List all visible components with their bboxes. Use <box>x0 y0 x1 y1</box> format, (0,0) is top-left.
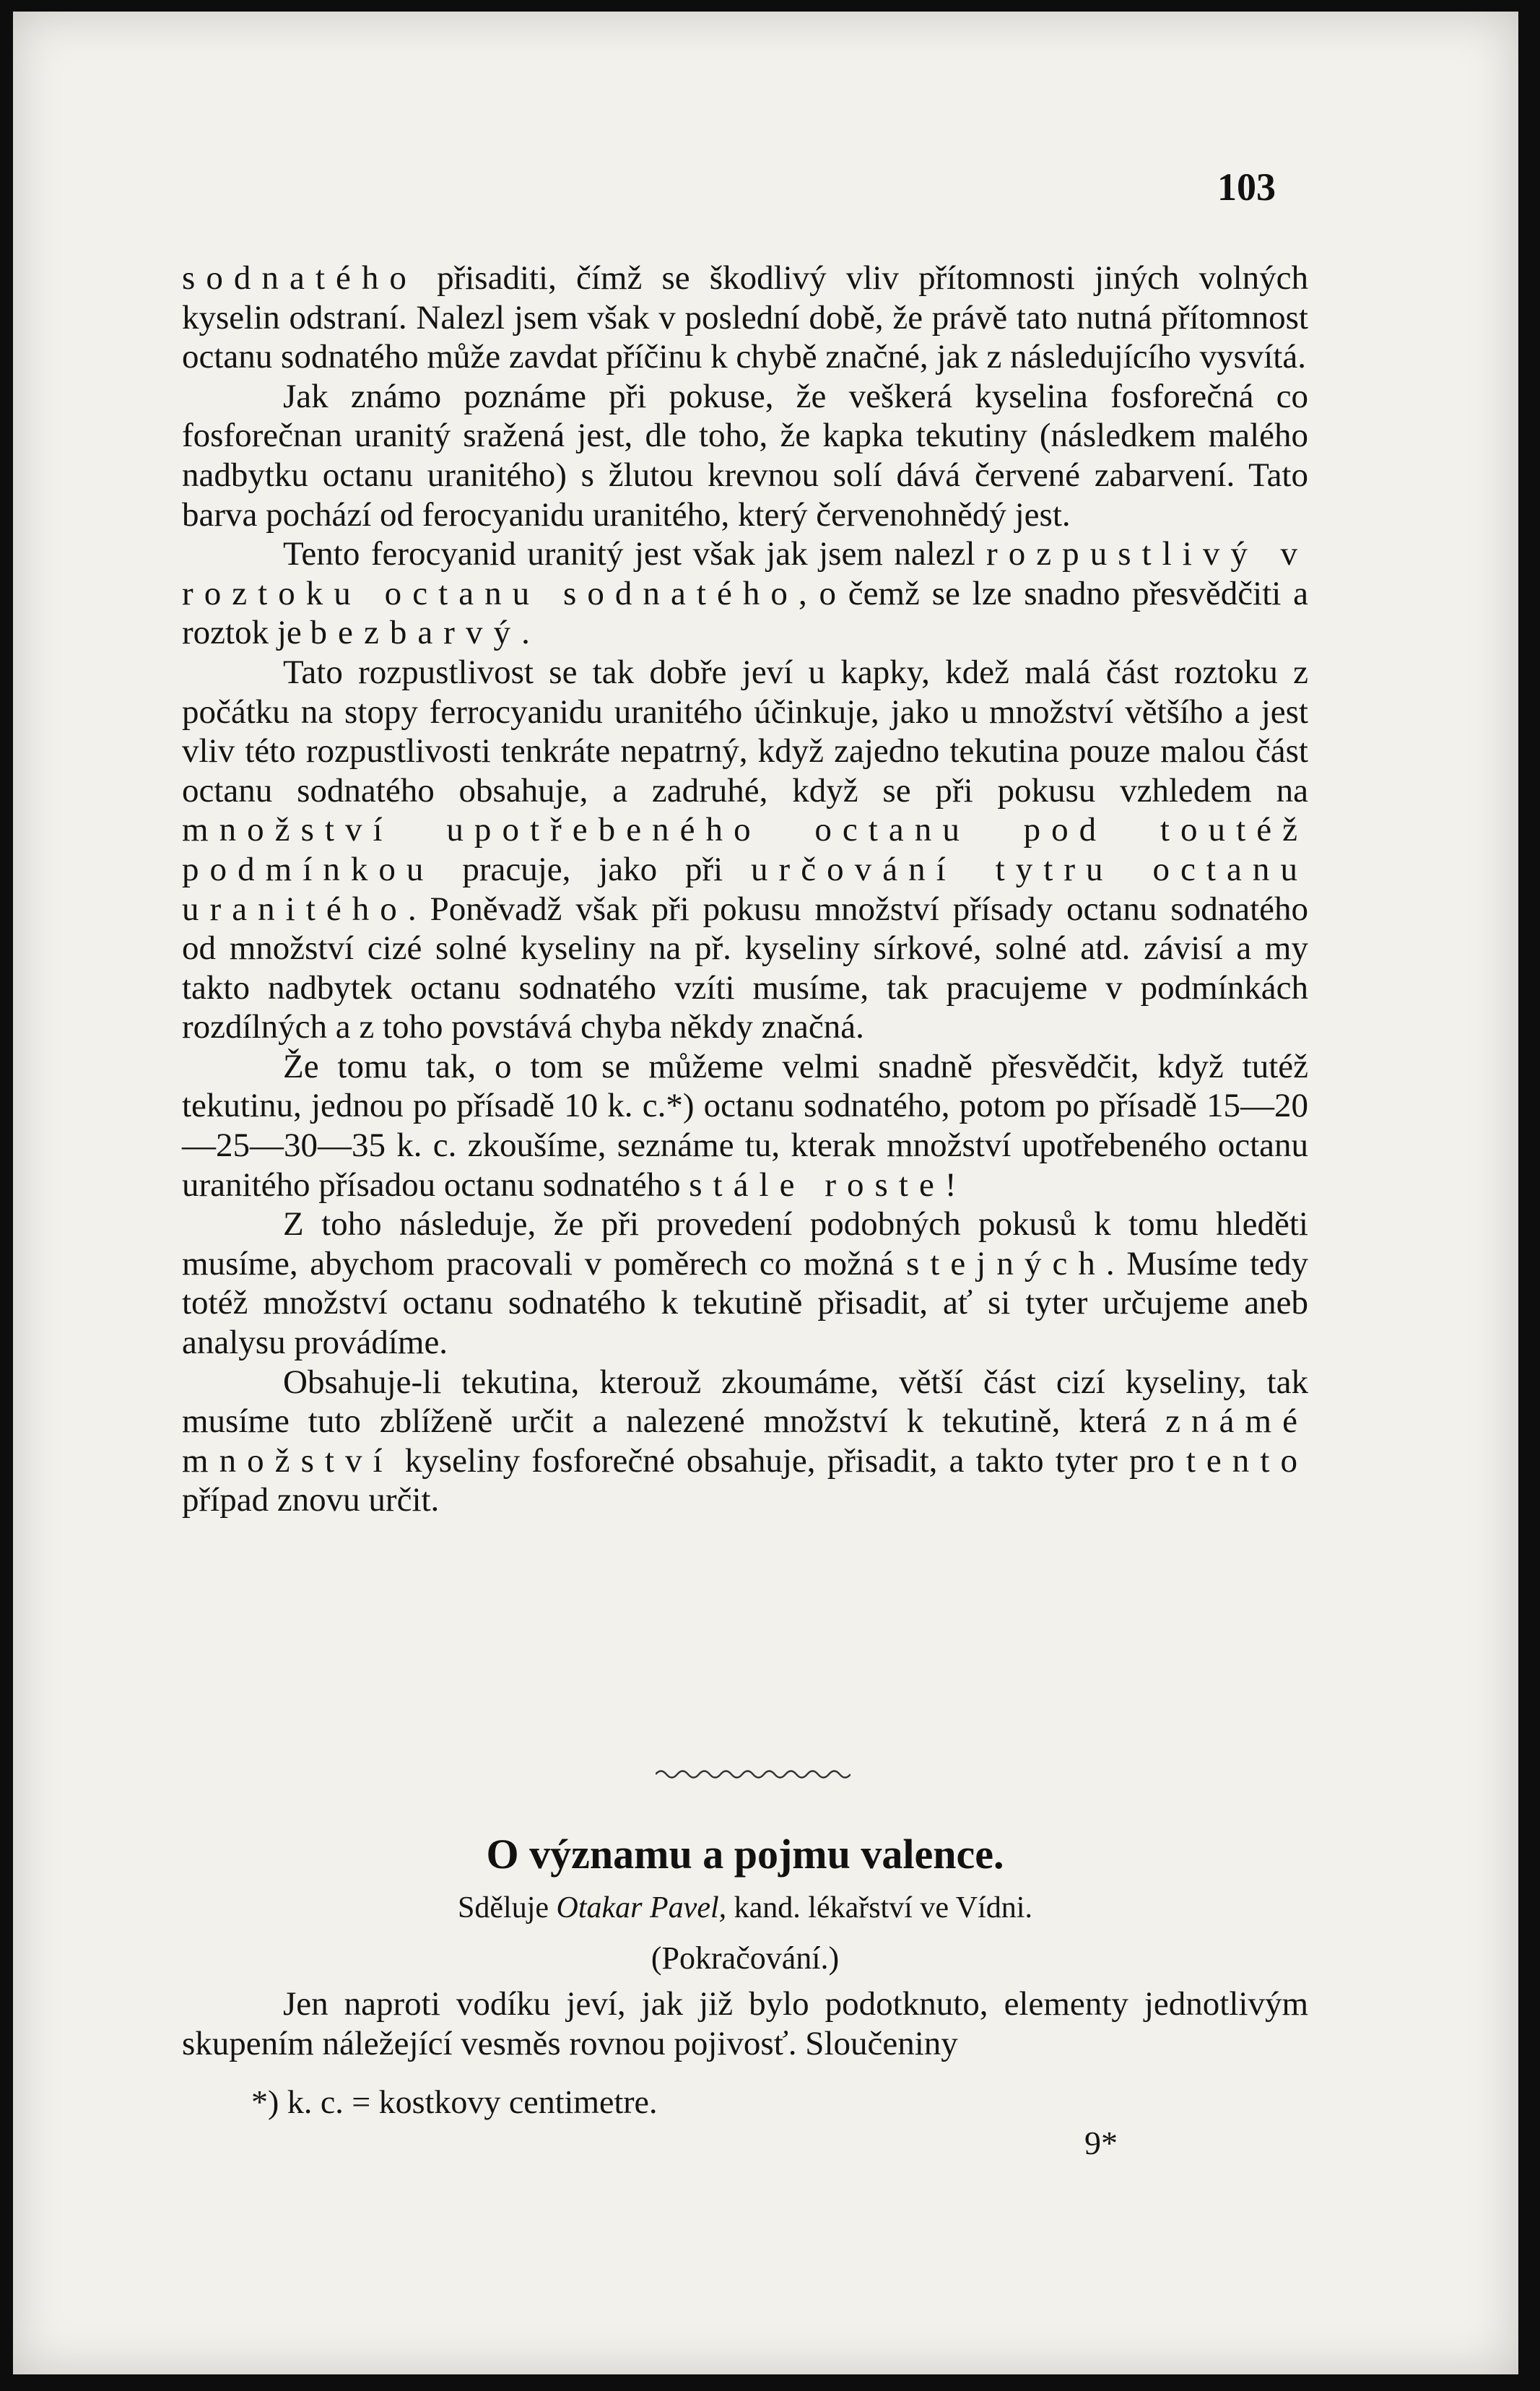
author-name: Otakar Pavel, <box>556 1891 727 1924</box>
text-run: . Musíme tedy totéž množství octanu sodnatého k tekutině přisadit, ať si tyter určujeme aneb analysu provádíme. <box>182 1244 1309 1362</box>
article-title: O významu a pojmu valence. <box>486 1831 1004 1878</box>
text-run: Z toho následuje, že při provedení podobných pokusů k tomu hleděti musíme, abychom pracovali v poměrech co možná <box>182 1205 1308 1283</box>
byline-suffix: kand. lékařství ve Vídni. <box>734 1891 1032 1924</box>
text-run: Že tomu tak, o tom se můžeme velmi snadně přesvědčit, když tutéž tekutinu, jednou po přísadě 10 k. c.*) octanu sodnatého, potom po přísadě 15—20—25—30—35 k. c. zkoušíme, seznáme tu, kterak množství upotřebeného octanu uranitého přísadou octanu sodnatého <box>182 1047 1308 1204</box>
page-number: 103 <box>1217 165 1276 209</box>
paragraph <box>182 377 1308 534</box>
text-run: přisaditi, čímž se škodlivý vliv přítomnosti jiných volných kyselin odstraní. Nalezl jsem však v poslední době, že právě tato nutná přítomnost octanu sodnatého může zavdat příčinu k chybě značné, jak z následujícího vysvítá. <box>182 259 1308 376</box>
spaced-emphasis: stále roste <box>689 1166 945 1204</box>
main-text <box>182 259 1308 1520</box>
text-run: pracuje, jako při <box>434 850 751 888</box>
byline-prefix: Sděluje <box>458 1891 549 1924</box>
spaced-emphasis: tento <box>1186 1441 1308 1480</box>
text-run: kyseliny fosforečné obsahuje, přisadit, a takto tyter pro <box>393 1441 1186 1480</box>
text-run: případ znovu určit. <box>182 1481 440 1519</box>
text-run: , o čemž se lze snadno přesvědčiti a roztok je <box>182 574 1308 652</box>
wavy-divider <box>656 1768 851 1781</box>
spaced-emphasis: určování tytru octanu uranitého <box>182 850 1308 928</box>
continuation-note: (Pokračování.) <box>651 1940 840 1976</box>
spaced-emphasis: množství upotřebeného octanu pod toutéž podmínkou <box>182 811 1308 888</box>
spaced-emphasis: sodnatého <box>182 259 417 297</box>
text-run: Tento ferocyanid uranitý jest však jak jsem nalezl <box>283 535 987 573</box>
paragraph <box>182 1363 1308 1520</box>
book-page <box>13 12 1518 2374</box>
article-opening-paragraph: Jen naproti vodíku jeví, jak již bylo podotknuto, elementy jednotlivým skupením náležející vesměs rovnou pojivosť. Sloučeniny <box>182 1985 1308 2062</box>
article-byline <box>182 1891 1308 1925</box>
footnote: *) k. c. = kostkovy centimetre. <box>251 2083 658 2120</box>
paragraph <box>182 534 1308 653</box>
paragraph <box>182 653 1308 1047</box>
text-run: ! <box>944 1166 957 1204</box>
paragraph <box>182 259 1308 377</box>
paragraph <box>182 1047 1308 1205</box>
text-run: . Poněvadž však při pokusu množství přísady octanu sodnatého od množství cizé solné kyseliny na př. kyseliny sírkové, solné atd. závisí a my takto nadbytek octanu sodnatého vzíti musíme, tak pracujeme v podmínkách rozdílných a z toho povstává chyba někdy značná. <box>182 890 1308 1046</box>
spaced-emphasis: známé množství <box>182 1402 1308 1480</box>
spaced-emphasis: rozpustlivý v roztoku octanu sodnatého <box>182 535 1308 612</box>
text-run: Tato rozpustlivost se tak dobře jeví u kapky, kdež malá část roztoku z počátku na stopy ferrocyanidu uranitého účinkuje, jako u množství většího a jest vliv této rozpustlivosti tenkráte nepatrný, když zajedno tekutina pouze malou část octanu sodnatého obsahuje, a zadruhé, když se při pokusu vzhledem na <box>182 653 1308 810</box>
text-run: Obsahuje-li tekutina, kterouž zkoumáme, větší část cizí kyseliny, tak musíme tuto zblíženě určit a nalezené množství k tekutině, která <box>182 1363 1308 1441</box>
paragraph <box>182 1205 1308 1362</box>
text-run: Jak známo poznáme při pokuse, že veškerá kyselina fosforečná co fosforečnan uranitý sražená jest, dle toho, že kapka tekutiny (následkem malého nadbytku octanu uranitého) s žlutou krevnou solí dává červené zabarvení. Tato barva pochází od ferocyanidu uranitého, který červenohnědý jest. <box>182 377 1308 534</box>
spaced-emphasis: stejných <box>905 1244 1106 1283</box>
signature-mark: 9* <box>1084 2125 1118 2161</box>
text-run: . <box>521 614 530 652</box>
spaced-emphasis: bezbarvý <box>310 614 522 652</box>
